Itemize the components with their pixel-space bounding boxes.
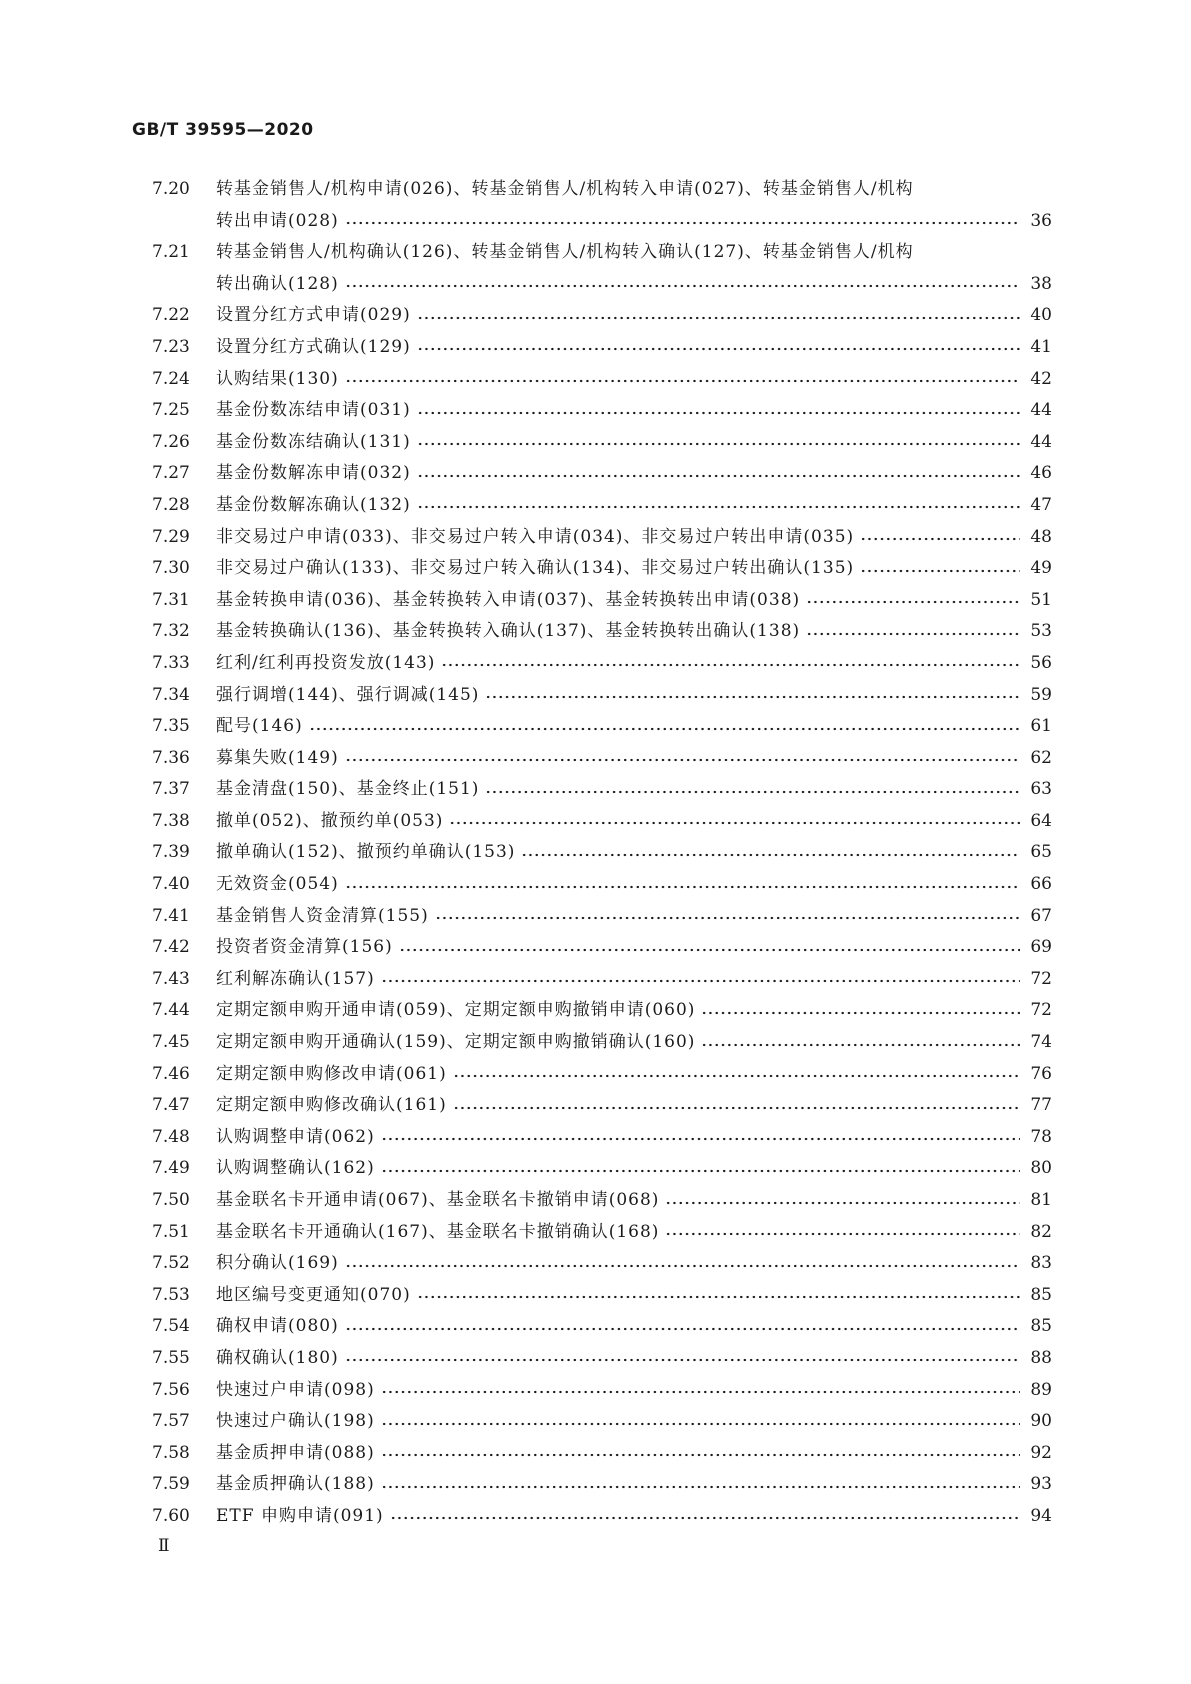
toc-entry-body [216,1248,1052,1280]
toc-entry-body [216,300,1052,332]
toc-page-number: 44 [1030,431,1052,452]
toc-page-number: 41 [1030,336,1052,357]
toc-page-number: 67 [1030,905,1052,926]
toc-entry-line [216,1280,1052,1312]
toc-page-number: 90 [1030,1411,1052,1432]
toc-dot-leader [381,1131,1020,1148]
toc-entry[interactable] [152,964,1052,996]
table-of-contents [152,174,1052,1533]
toc-entry[interactable] [152,774,1052,806]
toc-dot-leader [860,531,1020,548]
toc-entry-body [216,711,1052,743]
toc-section-number: 7.50 [152,1190,190,1210]
toc-entry[interactable] [152,1406,1052,1438]
toc-dot-leader [345,373,1020,390]
toc-page-number: 85 [1030,1316,1052,1337]
toc-dot-leader [453,1068,1020,1085]
toc-entry-body [216,1438,1052,1470]
toc-dot-leader [345,278,1020,295]
toc-dot-leader [381,1162,1020,1179]
toc-entry-line [216,364,1052,396]
toc-entry-body [216,1280,1052,1312]
toc-entry[interactable] [152,1122,1052,1154]
toc-dot-leader [485,689,1020,706]
toc-entry-body [216,1122,1052,1154]
toc-entry-line [216,1438,1052,1470]
toc-entry-title: 募集失败(149) [216,747,339,768]
toc-page-number: 92 [1030,1442,1052,1463]
toc-section-number: 7.31 [152,589,190,610]
toc-entry-line [216,995,1052,1027]
toc-section-number: 7.58 [152,1442,190,1463]
toc-entry-title: 基金质押申请(088) [216,1442,375,1463]
toc-entry-body [216,1469,1052,1501]
toc-entry[interactable] [152,395,1052,427]
toc-entry[interactable] [152,995,1052,1027]
toc-entry-line [216,269,1052,301]
standard-code-header: GB/T 39595—2020 [132,120,314,140]
toc-entry-line [216,1311,1052,1343]
toc-entry[interactable] [152,300,1052,332]
toc-entry[interactable] [152,1501,1052,1533]
toc-dot-leader [381,1384,1020,1401]
toc-dot-leader [485,783,1020,800]
toc-entry-title: 基金份数冻结确认(131) [216,431,411,452]
page-number-footer: Ⅱ [158,1536,170,1556]
toc-section-number: 7.42 [152,937,190,958]
toc-entry[interactable] [152,522,1052,554]
toc-entry-title: 快速过户申请(098) [216,1379,375,1400]
toc-entry-title: 撤单确认(152)、撤预约单确认(153) [216,842,516,863]
toc-entry[interactable] [152,743,1052,775]
toc-dot-leader [521,846,1020,863]
toc-entry-title: 撤单(052)、撤预约单(053) [216,810,444,831]
toc-dot-leader [345,752,1020,769]
toc-entry-line [216,1059,1052,1091]
toc-entry-line [216,806,1052,838]
toc-entry-body [216,648,1052,680]
toc-page-number: 48 [1030,526,1052,547]
toc-entry-title: 基金份数解冻申请(032) [216,463,411,484]
toc-entry-body [216,1027,1052,1059]
toc-entry[interactable] [152,237,1052,300]
toc-entry-line [216,1406,1052,1438]
toc-entry[interactable] [152,616,1052,648]
toc-entry-body [216,490,1052,522]
toc-entry-title: 认购调整确认(162) [216,1158,375,1179]
toc-entry-title: 非交易过户确认(133)、非交易过户转入确认(134)、非交易过户转出确认(135) [216,558,855,579]
toc-entry[interactable] [152,174,1052,237]
toc-entry-line [216,1248,1052,1280]
toc-page-number: 88 [1030,1347,1052,1368]
toc-section-number: 7.43 [152,968,190,989]
toc-entry[interactable] [152,364,1052,396]
toc-entry[interactable] [152,1280,1052,1312]
toc-entry[interactable] [152,806,1052,838]
toc-page-number: 56 [1030,652,1052,673]
toc-entry-title: 基金份数冻结申请(031) [216,400,411,421]
toc-dot-leader [417,467,1020,484]
toc-entry-title: 认购结果(130) [216,368,339,389]
toc-dot-leader [417,499,1020,516]
toc-page-number: 85 [1030,1284,1052,1305]
toc-section-number: 7.54 [152,1316,190,1337]
toc-entry-body [216,1311,1052,1343]
toc-entry[interactable] [152,1248,1052,1280]
toc-entry-body [216,869,1052,901]
toc-dot-leader [381,1478,1020,1495]
toc-dot-leader [381,1415,1020,1432]
toc-entry-line [216,648,1052,680]
toc-section-number: 7.56 [152,1379,190,1400]
toc-entry[interactable] [152,1185,1052,1217]
toc-entry-line [216,174,1052,206]
toc-entry-body [216,364,1052,396]
toc-page-number: 40 [1030,305,1052,326]
toc-entry-body [216,1375,1052,1407]
toc-entry-title: 基金联名卡开通确认(167)、基金联名卡撤销确认(168) [216,1221,660,1242]
toc-page-number: 82 [1030,1221,1052,1242]
toc-entry-body [216,616,1052,648]
toc-entry-title: 红利/红利再投资发放(143) [216,652,436,673]
toc-dot-leader [345,878,1020,895]
toc-page-number: 76 [1030,1063,1052,1084]
toc-dot-leader [806,594,1020,611]
toc-section-number: 7.55 [152,1347,190,1368]
toc-entry-body [216,680,1052,712]
toc-entry-title: ETF 申购申请(091) [216,1505,384,1526]
toc-entry-title: 转出申请(028) [216,210,339,231]
toc-entry[interactable] [152,1375,1052,1407]
toc-entry-body [216,522,1052,554]
toc-entry-body [216,458,1052,490]
toc-entry-line [216,1027,1052,1059]
toc-section-number: 7.39 [152,842,190,863]
toc-entry-line [216,680,1052,712]
toc-entry-body [216,427,1052,459]
toc-page-number: 72 [1030,1000,1052,1021]
toc-page-number: 42 [1030,368,1052,389]
toc-entry-body [216,585,1052,617]
toc-entry-line [216,1122,1052,1154]
toc-entry-title: 转基金销售人/机构确认(126)、转基金销售人/机构转入确认(127)、转基金销售人/机构 [216,242,914,263]
toc-entry-line [216,332,1052,364]
toc-entry-title: 定期定额申购修改申请(061) [216,1063,447,1084]
toc-dot-leader [701,1036,1020,1053]
toc-entry-title: 投资者资金清算(156) [216,937,393,958]
toc-entry[interactable] [152,1153,1052,1185]
toc-entry[interactable] [152,1469,1052,1501]
toc-entry-line [216,711,1052,743]
toc-dot-leader [417,404,1020,421]
toc-entry-line [216,458,1052,490]
toc-section-number: 7.33 [152,652,190,673]
toc-entry-body [216,901,1052,933]
toc-entry[interactable] [152,458,1052,490]
toc-entry-line [216,1090,1052,1122]
toc-dot-leader [381,1447,1020,1464]
toc-dot-leader [417,1289,1020,1306]
toc-page-number: 46 [1030,463,1052,484]
toc-dot-leader [390,1510,1020,1527]
toc-entry-title: 基金销售人资金清算(155) [216,905,429,926]
toc-dot-leader [701,1004,1020,1021]
toc-section-number: 7.26 [152,431,190,452]
toc-entry-title: 基金清盘(150)、基金终止(151) [216,779,480,800]
toc-entry-line [216,1217,1052,1249]
toc-entry[interactable] [152,1311,1052,1343]
toc-page-number: 77 [1030,1095,1052,1116]
toc-entry[interactable] [152,332,1052,364]
toc-entry[interactable] [152,869,1052,901]
toc-section-number: 7.46 [152,1063,190,1084]
toc-page-number: 49 [1030,558,1052,579]
toc-entry-body [216,1343,1052,1375]
toc-entry-title: 快速过户确认(198) [216,1411,375,1432]
toc-entry[interactable] [152,680,1052,712]
toc-dot-leader [441,657,1020,674]
toc-entry[interactable] [152,1343,1052,1375]
toc-entry-line [216,1469,1052,1501]
toc-entry-title: 基金转换申请(036)、基金转换转入申请(037)、基金转换转出申请(038) [216,589,801,610]
toc-entry-line [216,774,1052,806]
toc-entry-body [216,553,1052,585]
toc-section-number: 7.41 [152,905,190,926]
toc-dot-leader [449,815,1020,832]
toc-entry-line [216,206,1052,238]
toc-dot-leader [806,625,1020,642]
toc-entry-title: 积分确认(169) [216,1253,339,1274]
toc-section-number: 7.25 [152,400,190,421]
toc-section-number: 7.53 [152,1284,190,1305]
toc-entry-body [216,332,1052,364]
toc-entry-body [216,1217,1052,1249]
toc-entry-line [216,522,1052,554]
toc-section-number: 7.29 [152,526,190,547]
toc-dot-leader [399,941,1020,958]
toc-entry-title: 配号(146) [216,716,303,737]
toc-entry-title: 转基金销售人/机构申请(026)、转基金销售人/机构转入申请(027)、转基金销售人/机构 [216,179,914,199]
toc-entry-body [216,743,1052,775]
toc-entry-body [216,837,1052,869]
toc-page-number: 94 [1030,1505,1052,1526]
toc-entry-line [216,743,1052,775]
toc-page-number: 61 [1030,716,1052,737]
toc-page-number: 44 [1030,400,1052,421]
toc-entry-body [216,932,1052,964]
toc-page-number: 83 [1030,1253,1052,1274]
toc-entry-line [216,869,1052,901]
toc-section-number: 7.45 [152,1032,190,1053]
toc-dot-leader [860,562,1020,579]
toc-entry[interactable] [152,1090,1052,1122]
toc-entry-line [216,1501,1052,1533]
toc-page-number: 65 [1030,842,1052,863]
toc-entry[interactable] [152,427,1052,459]
toc-entry-line [216,616,1052,648]
toc-section-number: 7.44 [152,1000,190,1021]
toc-section-number: 7.52 [152,1253,190,1274]
toc-entry-body [216,1501,1052,1533]
toc-entry-line [216,901,1052,933]
toc-entry-body [216,995,1052,1027]
toc-entry[interactable] [152,837,1052,869]
toc-dot-leader [345,1320,1020,1337]
toc-section-number: 7.47 [152,1095,190,1116]
toc-entry-title: 无效资金(054) [216,874,339,895]
toc-entry-title: 定期定额申购开通确认(159)、定期定额申购撤销确认(160) [216,1032,696,1053]
toc-page-number: 66 [1030,874,1052,895]
toc-entry[interactable] [152,585,1052,617]
toc-entry-title: 地区编号变更通知(070) [216,1284,411,1305]
toc-page-number: 63 [1030,779,1052,800]
toc-entry-body [216,237,1052,300]
toc-entry-title: 基金质押确认(188) [216,1474,375,1495]
toc-entry[interactable] [152,648,1052,680]
toc-section-number: 7.38 [152,810,190,831]
toc-entry-body [216,806,1052,838]
toc-section-number: 7.28 [152,494,190,515]
toc-section-number: 7.48 [152,1126,190,1147]
toc-dot-leader [665,1226,1020,1243]
toc-dot-leader [345,1352,1020,1369]
toc-section-number: 7.35 [152,716,190,737]
toc-entry-body [216,774,1052,806]
toc-dot-leader [381,973,1020,990]
toc-section-number: 7.21 [152,242,190,263]
toc-entry-body [216,964,1052,996]
toc-page-number: 64 [1030,810,1052,831]
toc-entry-body [216,1153,1052,1185]
toc-section-number: 7.30 [152,558,190,579]
toc-entry[interactable] [152,553,1052,585]
toc-entry[interactable] [152,932,1052,964]
toc-page-number: 69 [1030,937,1052,958]
toc-entry-title: 设置分红方式申请(029) [216,305,411,326]
toc-entry-title: 强行调增(144)、强行调减(145) [216,684,480,705]
toc-page-number: 72 [1030,968,1052,989]
toc-page-number: 78 [1030,1126,1052,1147]
toc-entry-title: 定期定额申购开通申请(059)、定期定额申购撤销申请(060) [216,1000,696,1021]
toc-section-number: 7.20 [152,179,190,199]
toc-dot-leader [345,1257,1020,1274]
toc-section-number: 7.59 [152,1474,190,1495]
toc-entry-title: 基金份数解冻确认(132) [216,494,411,515]
toc-section-number: 7.40 [152,874,190,895]
toc-entry-line [216,237,1052,269]
toc-dot-leader [417,341,1020,358]
toc-page-number: 93 [1030,1474,1052,1495]
toc-entry[interactable] [152,1059,1052,1091]
toc-entry-title: 非交易过户申请(033)、非交易过户转入申请(034)、非交易过户转出申请(035) [216,526,855,547]
toc-entry-title: 确权申请(080) [216,1316,339,1337]
toc-page-number: 59 [1030,684,1052,705]
toc-dot-leader [665,1194,1020,1211]
toc-entry-body [216,1185,1052,1217]
toc-page-number: 81 [1030,1190,1052,1210]
toc-entry-title: 红利解冻确认(157) [216,968,375,989]
toc-entry-line [216,1185,1052,1217]
toc-dot-leader [309,720,1020,737]
toc-entry-title: 确权确认(180) [216,1347,339,1368]
toc-page-number: 38 [1030,273,1052,294]
toc-dot-leader [453,1099,1020,1116]
toc-section-number: 7.32 [152,621,190,642]
toc-section-number: 7.49 [152,1158,190,1179]
toc-dot-leader [417,309,1020,326]
toc-section-number: 7.27 [152,463,190,484]
toc-entry-line [216,300,1052,332]
toc-section-number: 7.22 [152,305,190,326]
toc-section-number: 7.24 [152,368,190,389]
toc-section-number: 7.60 [152,1505,190,1526]
toc-entry[interactable] [152,711,1052,743]
toc-entry[interactable] [152,1217,1052,1249]
toc-entry-line [216,585,1052,617]
toc-entry[interactable] [152,1438,1052,1470]
toc-page-number: 47 [1030,494,1052,515]
toc-page-number: 89 [1030,1379,1052,1400]
toc-entry-body [216,1090,1052,1122]
toc-entry-line [216,553,1052,585]
toc-dot-leader [345,215,1020,232]
toc-entry-body [216,1059,1052,1091]
toc-section-number: 7.36 [152,747,190,768]
toc-entry-title: 基金转换确认(136)、基金转换转入确认(137)、基金转换转出确认(138) [216,621,801,642]
toc-entry-title: 转出确认(128) [216,273,339,294]
toc-section-number: 7.57 [152,1411,190,1432]
toc-page-number: 53 [1030,621,1052,642]
toc-entry-line [216,1375,1052,1407]
toc-entry[interactable] [152,490,1052,522]
toc-entry-body [216,395,1052,427]
toc-entry-body [216,174,1052,237]
toc-entry-line [216,964,1052,996]
toc-entry-line [216,1343,1052,1375]
toc-page-number: 74 [1030,1032,1052,1053]
toc-entry[interactable] [152,1027,1052,1059]
toc-section-number: 7.23 [152,336,190,357]
toc-entry-line [216,837,1052,869]
toc-entry[interactable] [152,901,1052,933]
toc-entry-line [216,932,1052,964]
toc-entry-line [216,490,1052,522]
toc-section-number: 7.34 [152,684,190,705]
toc-entry-line [216,395,1052,427]
toc-section-number: 7.37 [152,779,190,800]
toc-entry-line [216,1153,1052,1185]
toc-entry-line [216,427,1052,459]
toc-page-number: 51 [1030,589,1052,610]
toc-entry-title: 认购调整申请(062) [216,1126,375,1147]
toc-section-number: 7.51 [152,1221,190,1242]
toc-page-number: 62 [1030,747,1052,768]
toc-page-number: 36 [1030,210,1052,231]
toc-entry-body [216,1406,1052,1438]
toc-dot-leader [435,910,1020,927]
toc-entry-title: 基金联名卡开通申请(067)、基金联名卡撤销申请(068) [216,1190,660,1210]
toc-page-number: 80 [1030,1158,1052,1179]
toc-dot-leader [417,436,1020,453]
toc-entry-title: 设置分红方式确认(129) [216,336,411,357]
toc-entry-title: 定期定额申购修改确认(161) [216,1095,447,1116]
